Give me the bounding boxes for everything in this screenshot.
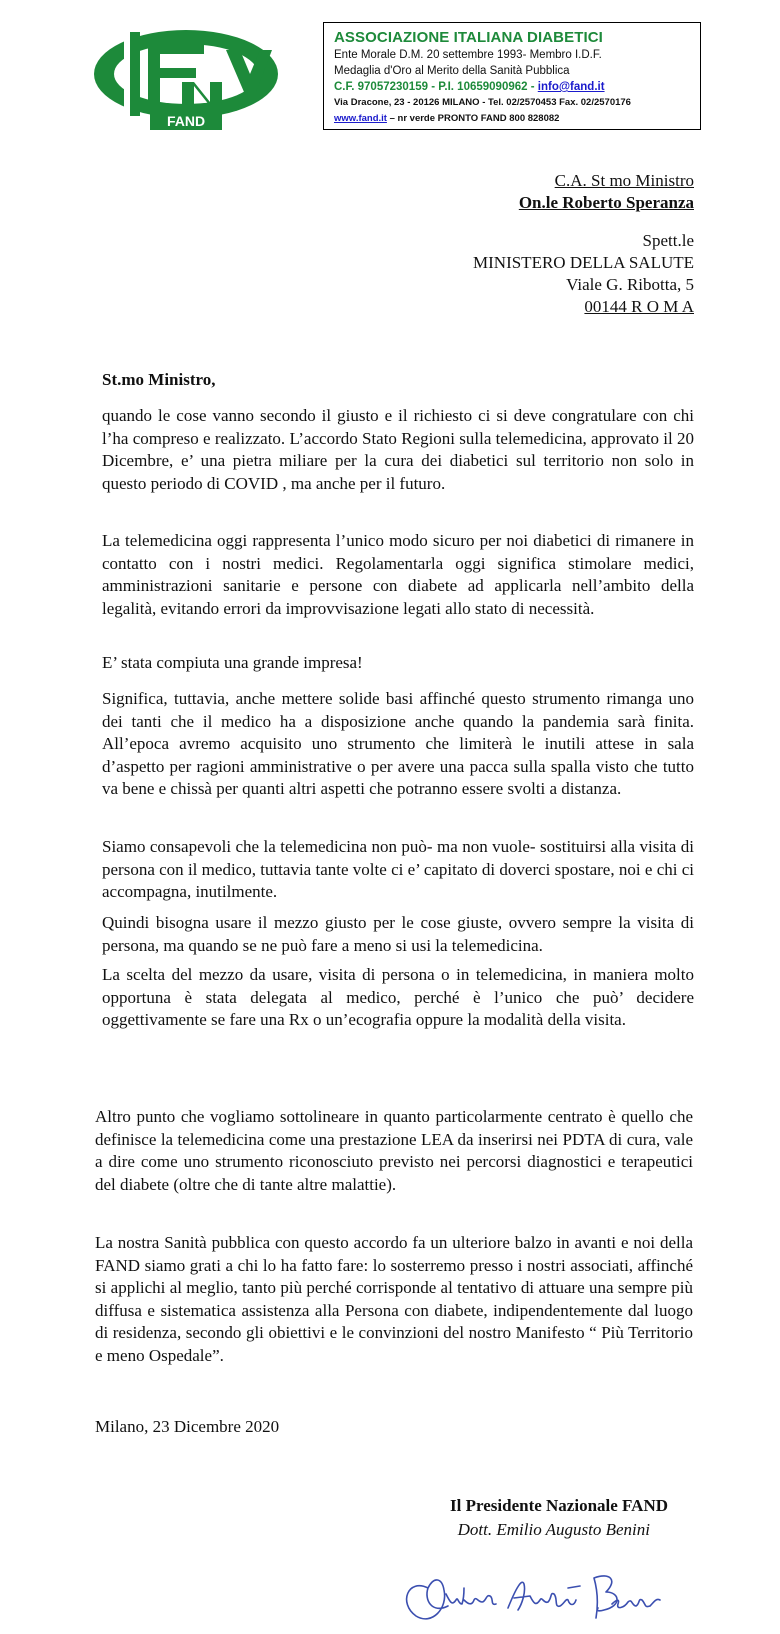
- addressee-ministry: MINISTERO DELLA SALUTE: [473, 253, 694, 272]
- addressee-ca: C.A. St mo Ministro: [554, 171, 694, 190]
- paragraph-2: La telemedicina oggi rappresenta l’unico modo sicuro per noi diabetici di rimanere in contatto con i nostri medici. Regolamentarla oggi significa stimolare medici, amministrazioni sanitarie e persone con diabete ad applicarla nell’ambito della legalità, evitando errori da improvvisazione legati allo stato di necessità.: [102, 531, 694, 618]
- paragraph-4: Significa, tuttavia, anche mettere solide basi affinché questo strumento rimanga uno dei tanti che il medico ha a disposizione anche quando la pandemia sarà finita. All’epoca avremo acquisito uno strumento che limiterà le inutili attese in sala d’aspetto per ragioni amministrative o per avere una pacca sulla spalla visto che tutto va bene e chissà per quanti altri aspetti che potranno essere svolti a distanza.: [102, 689, 694, 798]
- website-link[interactable]: www.fand.it: [334, 113, 387, 124]
- paragraph-6: Quindi bisogna usare il mezzo giusto per le cose giuste, ovvero sempre la visita di persona, ma quando se ne può fare a meno si usi la telemedicina.: [102, 913, 694, 955]
- signatory-name: Dott. Emilio Augusto Benini: [457, 1520, 650, 1539]
- paragraph-3: E’ stata compiuta una grande impresa!: [102, 653, 363, 672]
- place-date: Milano, 23 Dicembre 2020: [95, 1417, 280, 1436]
- addressee-city: 00144 R O M A: [584, 297, 694, 316]
- paragraph-7: La scelta del mezzo da usare, visita di persona o in telemedicina, in maniera molto opportuna è stata delegata al medico, perché è l’unico che può’ decidere oggettivamente se fare una Rx o un’ecografia oppure la modalità della visita.: [102, 965, 694, 1029]
- org-line-1: Ente Morale D.M. 20 settembre 1993- Membro I.D.F.: [334, 49, 602, 61]
- email-link[interactable]: info@fand.it: [537, 81, 605, 93]
- paragraph-8: Altro punto che vogliamo sottolineare in quanto particolarmente centrato è quello che definisce la telemedicina come una prestazione LEA da inserirsi nei PDTA di cura, vale a dire come uno strumento riconosciuto previsto nei percorsi diagnostici e terapeutici del diabete (oltre che di tante altre malattie).: [95, 1107, 693, 1194]
- paragraph-5: Siamo consapevoli che la telemedicina non può- ma non vuole- sostituirsi alla visita di persona con il medico, tuttavia tante volte ci e’ capitato di doverci spostare, noi e chi ci accompagna, inutilmente.: [102, 837, 694, 901]
- logo-text: FAND: [166, 113, 206, 129]
- signatory-title: Il Presidente Nazionale FAND: [450, 1496, 668, 1515]
- salutation: St.mo Ministro,: [102, 370, 216, 389]
- fand-logo: [86, 22, 286, 132]
- addressee-spett: Spett.le: [642, 231, 694, 250]
- handwritten-signature: [398, 1548, 678, 1634]
- tax-ids-line: [334, 79, 700, 95]
- addressee-minister: On.le Roberto Speranza: [518, 193, 694, 212]
- org-line-2: Medaglia d'Oro al Merito della Sanità Pubblica: [334, 65, 570, 77]
- paragraph-1: quando le cose vanno secondo il giusto e il richiesto ci si deve congratulare con chi l’ha compreso e realizzato. L’accordo Stato Regioni sulla telemedicina, approvato il 20 Dicembre, e’ una pietra miliare per la cura dei diabetici sul territorio non solo in questo periodo di COVID , ma anche per il futuro.: [102, 406, 694, 493]
- tax-ids: C.F. 97057230159 - P.I. 10659090962 -: [334, 81, 538, 93]
- addressee-street: Viale G. Ribotta, 5: [566, 275, 694, 294]
- org-name: ASSOCIAZIONE ITALIANA DIABETICI: [334, 29, 603, 46]
- address-line: Via Dracone, 23 - 20126 MILANO - Tel. 02/2570453 Fax. 02/2570176: [334, 97, 631, 108]
- green-number: – nr verde PRONTO FAND 800 828082: [386, 113, 560, 124]
- letterhead-box: [323, 22, 701, 130]
- web-line: [334, 111, 700, 127]
- paragraph-9: La nostra Sanità pubblica con questo accordo fa un ulteriore balzo in avanti e noi della FAND siamo grati a chi lo ha fatto fare: lo sosterremo presso i nostri associati, affinché si applichi al meglio, tanto più perché corrisponde al tentativo di attuare una sempre più diffusa e sistematica assistenza alla Persona con diabete, indipendentemente dal luogo di residenza, secondo gli obiettivi e le convinzioni del nostro Manifesto “ Più Territorio e meno Ospedale”.: [95, 1233, 693, 1365]
